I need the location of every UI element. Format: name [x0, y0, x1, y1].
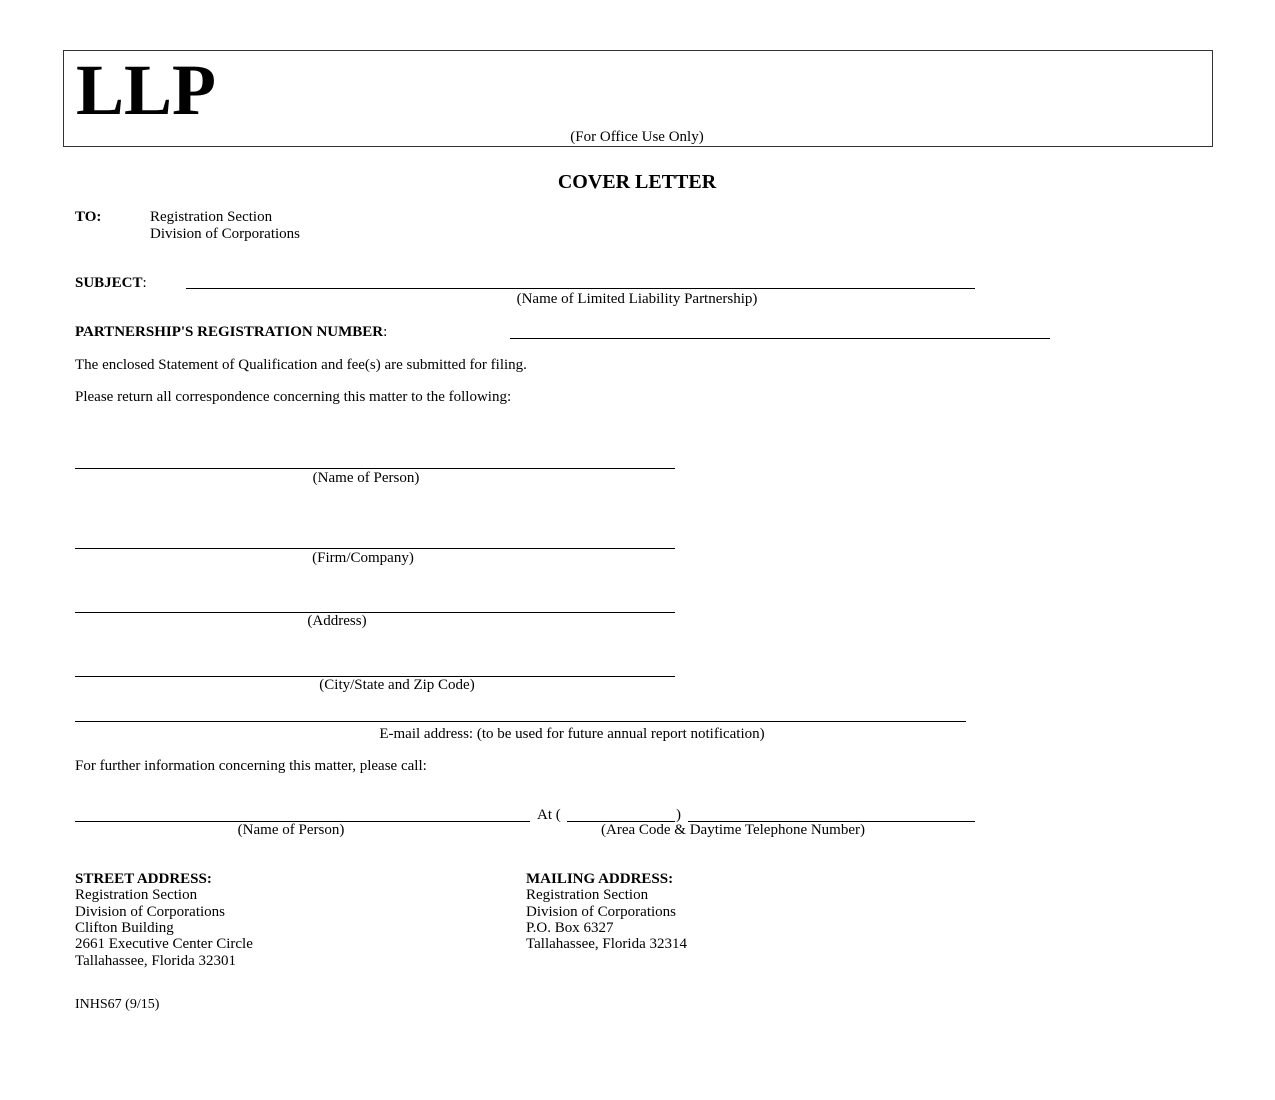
registration-number-label-text: PARTNERSHIP'S REGISTRATION NUMBER — [75, 324, 384, 340]
address-caption: (Address) — [307, 613, 367, 629]
street-address-line: Registration Section — [75, 887, 198, 903]
mailing-address-heading: MAILING ADDRESS: — [526, 871, 674, 887]
street-address-line: Tallahassee, Florida 32301 — [75, 953, 236, 969]
mailing-address-line: Tallahassee, Florida 32314 — [526, 936, 687, 952]
mailing-address-line: P.O. Box 6327 — [526, 920, 614, 936]
subject-colon: : — [142, 275, 147, 291]
subject-input[interactable] — [186, 288, 975, 289]
mailing-address-line: Registration Section — [526, 887, 649, 903]
close-paren: ) — [676, 807, 681, 823]
street-address-line: 2661 Executive Center Circle — [75, 936, 253, 952]
to-line-2: Division of Corporations — [150, 226, 300, 242]
street-address-heading: STREET ADDRESS: — [75, 871, 212, 887]
name-of-person-caption: (Name of Person) — [312, 470, 420, 486]
to-label: TO: — [75, 209, 102, 225]
subject-caption: (Name of Limited Liability Partnership) — [516, 291, 758, 307]
registration-number-input[interactable] — [510, 338, 1050, 339]
to-line-1: Registration Section — [150, 209, 273, 225]
enclosed-text: The enclosed Statement of Qualification and fee(s) are submitted for filing. — [75, 357, 527, 373]
subject-label — [75, 274, 147, 292]
firm-company-caption: (Firm/Company) — [312, 550, 414, 566]
page-title: COVER LETTER — [557, 171, 717, 193]
address-input[interactable] — [75, 612, 675, 613]
subject-label-text: SUBJECT — [75, 275, 143, 291]
mailing-address-line: Division of Corporations — [526, 904, 676, 920]
form-type-llp: LLP — [76, 50, 217, 130]
city-state-zip-caption: (City/State and Zip Code) — [319, 677, 475, 693]
further-info-text: For further information concerning this matter, please call: — [75, 758, 427, 774]
form-code: INHS67 (9/15) — [75, 997, 160, 1012]
at-label: At ( — [537, 807, 561, 823]
return-text: Please return all correspondence concerning this matter to the following: — [75, 389, 512, 405]
street-address-line: Division of Corporations — [75, 904, 225, 920]
email-input[interactable] — [75, 721, 966, 722]
office-use-label: (For Office Use Only) — [570, 129, 704, 145]
street-address-line: Clifton Building — [75, 920, 174, 936]
phone-caption: (Area Code & Daytime Telephone Number) — [600, 822, 866, 838]
contact-name-caption: (Name of Person) — [237, 822, 345, 838]
email-caption: E-mail address: (to be used for future annual report notification) — [379, 726, 765, 742]
registration-number-label — [75, 323, 387, 341]
registration-number-colon: : — [383, 324, 388, 340]
